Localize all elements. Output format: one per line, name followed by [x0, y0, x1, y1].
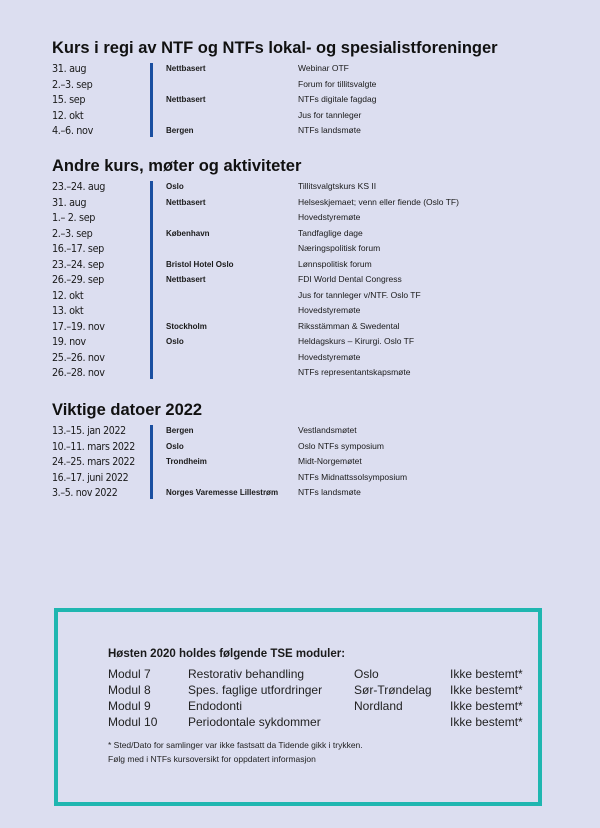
- event-row: [52, 319, 562, 335]
- event-date: 2.–3. sep: [52, 226, 93, 240]
- event-date: 16.–17. sep: [52, 242, 104, 255]
- event-name: NTFs digitale fagdag: [298, 94, 377, 104]
- tse-modul: Modul 10: [108, 715, 158, 729]
- tse-modul: Modul 9: [108, 699, 151, 713]
- event-date: 2.–3. sep: [52, 77, 93, 91]
- tse-status: Ikke bestemt*: [450, 715, 523, 729]
- tse-status: Ikke bestemt*: [450, 667, 523, 681]
- tse-info-note: Følg med i NTFs kursoversikt for oppdatert informasjon: [108, 754, 316, 764]
- tse-status: Ikke bestemt*: [450, 683, 523, 697]
- event-place: Oslo: [166, 441, 184, 451]
- event-name: Heldagskurs – Kirurgi. Oslo TF: [298, 336, 415, 346]
- tse-tema: Endodonti: [188, 699, 243, 713]
- section-heading: Andre kurs, møter og aktiviteter: [52, 157, 302, 175]
- event-date: 19. nov: [52, 335, 86, 348]
- event-date: 26.–29. sep: [52, 273, 104, 286]
- event-row: [52, 257, 562, 273]
- event-row: [52, 350, 562, 366]
- event-name: Webinar OTF: [298, 63, 349, 73]
- tse-status: Ikke bestemt*: [450, 699, 523, 713]
- event-date: 23.–24. aug: [52, 180, 106, 193]
- event-row: [52, 303, 562, 319]
- event-row: [52, 454, 562, 470]
- event-name: FDI World Dental Congress: [298, 274, 402, 284]
- event-name: NTFs representantskapsmøte: [298, 367, 411, 377]
- tse-sted: Oslo: [354, 667, 379, 681]
- event-place: Norges Varemesse Lillestrøm: [166, 488, 279, 497]
- event-name: Vestlandsmøtet: [298, 425, 357, 435]
- event-name: Riksstämman & Swedental: [298, 320, 400, 331]
- tse-modul: Modul 7: [108, 667, 151, 681]
- event-name: Hovedstyremøte: [298, 351, 361, 362]
- tse-sted: Nordland: [354, 699, 403, 713]
- event-place: Nettbasert: [166, 275, 206, 284]
- tse-sted: Sør-Trøndelag: [354, 683, 432, 697]
- event-row: [52, 470, 562, 486]
- section-important-dates: [52, 400, 562, 501]
- event-name: NTFs landsmøte: [298, 125, 361, 135]
- event-date: 25.–26. nov: [52, 350, 105, 364]
- event-place: København: [166, 228, 210, 238]
- event-place: Nettbasert: [166, 64, 206, 73]
- event-name: Tillitsvalgtskurs KS II: [298, 181, 377, 191]
- event-name: Jus for tannleger: [298, 109, 362, 120]
- event-date: 4.–6. nov: [52, 124, 94, 137]
- event-name: Næringspolitisk forum: [298, 243, 381, 253]
- event-date: 13.–15. jan 2022: [52, 424, 126, 437]
- event-row: [52, 423, 562, 439]
- event-row: [52, 92, 562, 108]
- event-date: 31. aug: [52, 62, 87, 75]
- event-date: 3.–5. nov 2022: [52, 486, 118, 499]
- event-date: 23.–24. sep: [52, 257, 104, 271]
- event-place: Nettbasert: [166, 95, 206, 104]
- section-ntf-courses: [52, 38, 562, 139]
- event-date: 13. okt: [52, 304, 84, 317]
- event-place: Bristol Hotel Oslo: [166, 259, 234, 269]
- event-name: Oslo NTFs symposium: [298, 440, 384, 451]
- event-date: 12. okt: [52, 288, 84, 302]
- event-place: Nettbasert: [166, 197, 206, 207]
- tse-modules-box: [54, 608, 542, 806]
- event-name: Forum for tillitsvalgte: [298, 78, 377, 89]
- event-row: [52, 272, 562, 288]
- event-name: Helseskjemaet; venn eller fiende (Oslo TF): [298, 196, 459, 207]
- event-place: Bergen: [166, 126, 194, 135]
- event-place: Stockholm: [166, 321, 207, 331]
- event-name: NTFs landsmøte: [298, 487, 361, 497]
- event-row: [52, 485, 562, 501]
- section-heading: Kurs i regi av NTF og NTFs lokal- og spesialistforeninger: [52, 39, 498, 57]
- event-row: [52, 439, 562, 455]
- event-row: [52, 61, 562, 77]
- event-row: [52, 288, 562, 304]
- event-date: 15. sep: [52, 93, 86, 106]
- event-row: [52, 179, 562, 195]
- event-name: Jus for tannleger v/NTF. Oslo TF: [298, 289, 421, 300]
- event-date: 16.–17. juni 2022: [52, 470, 129, 484]
- event-name: Lønnspolitisk forum: [298, 258, 372, 269]
- event-date: 12. okt: [52, 108, 84, 122]
- event-row: [52, 195, 562, 211]
- tse-tema: Periodontale sykdommer: [188, 715, 321, 729]
- event-date: 17.–19. nov: [52, 319, 105, 333]
- event-row: [52, 241, 562, 257]
- event-list: [52, 423, 562, 501]
- event-date: 1.– 2. sep: [52, 211, 96, 224]
- event-row: [52, 108, 562, 124]
- event-row: [52, 334, 562, 350]
- event-place: Oslo: [166, 182, 184, 191]
- event-row: [52, 77, 562, 93]
- section-other-courses: [52, 156, 562, 381]
- event-list: [52, 61, 562, 139]
- event-date: 10.–11. mars 2022: [52, 439, 135, 453]
- event-name: NTFs Midnattssolsymposium: [298, 471, 408, 482]
- tse-title: Høsten 2020 holdes følgende TSE moduler:: [108, 648, 346, 660]
- event-place: Oslo: [166, 337, 184, 346]
- event-name: Midt-Norgemøtet: [298, 456, 362, 466]
- event-row: [52, 123, 562, 139]
- event-date: 31. aug: [52, 195, 87, 209]
- tse-tema: Restorativ behandling: [188, 667, 305, 681]
- event-date: 26.–28. nov: [52, 366, 105, 379]
- event-name: Tandfaglige dage: [298, 227, 363, 238]
- tse-footnote: * Sted/Dato for samlinger var ikke fastsatt da Tidende gikk i trykken.: [108, 740, 363, 750]
- event-row: [52, 210, 562, 226]
- section-heading: Viktige datoer 2022: [52, 401, 203, 419]
- event-place: Bergen: [166, 426, 194, 435]
- tse-modul: Modul 8: [108, 683, 151, 697]
- event-place: Trondheim: [166, 457, 207, 466]
- tse-tema: Spes. faglige utfordringer: [188, 683, 323, 697]
- event-name: Hovedstyremøte: [298, 305, 361, 315]
- event-row: [52, 226, 562, 242]
- event-row: [52, 365, 562, 381]
- event-list: [52, 179, 562, 381]
- event-date: 24.–25. mars 2022: [52, 455, 135, 468]
- event-name: Hovedstyremøte: [298, 212, 361, 222]
